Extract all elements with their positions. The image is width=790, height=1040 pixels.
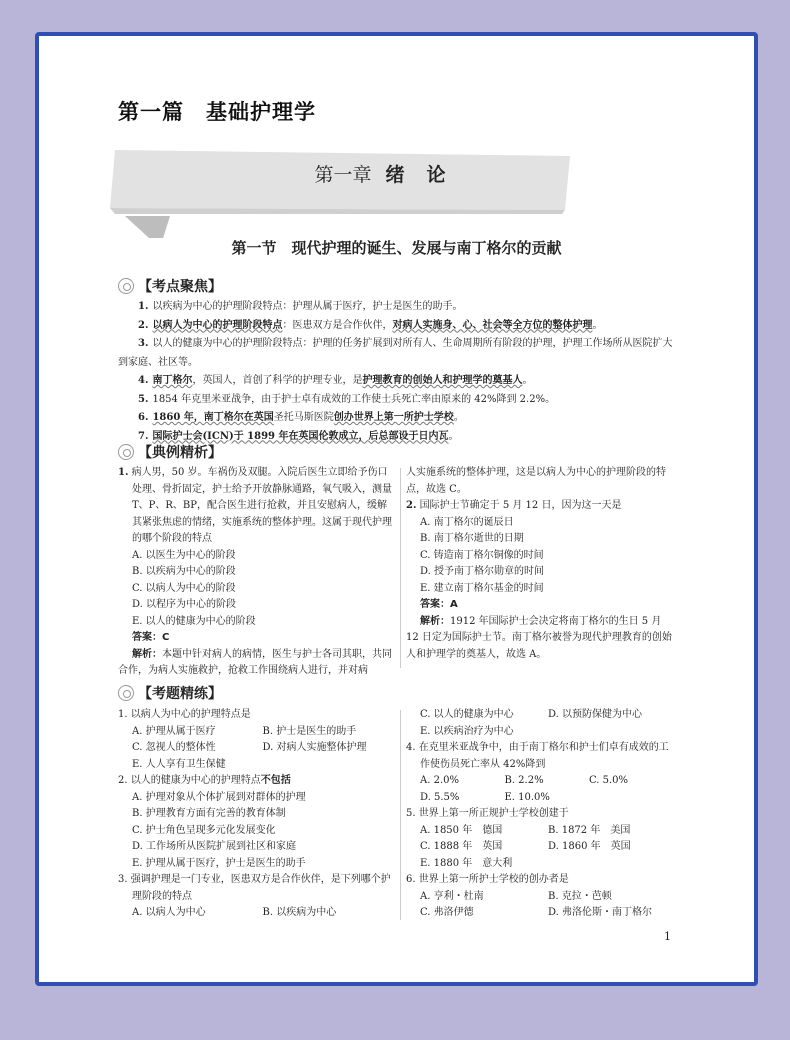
option: B. 南丁格尔逝世的日期: [420, 533, 524, 544]
option: B. 以疾病为中心: [262, 907, 337, 918]
key-point-item: 2. 以病人为中心的护理阶段特点：医患双方是合作伙伴，对病人实施身、心、社会等全方位的整体护理。: [138, 319, 603, 331]
option: B. 护理教育方面有完善的教育体制: [132, 808, 286, 819]
option: E. 护理从属于医疗，护士是医生的助手: [132, 857, 306, 869]
option: A. 护理从属于医疗: [132, 725, 216, 737]
chapter-title: [165, 160, 617, 187]
example-q1-stem: 1. 病人男，50 岁。车祸伤及双腿。入院后医生立即给予伤口处理、骨折固定，护士给予开放静脉通路，氧气吸入，测量 T、P、R、BP，配合医生进行抢救，并且安慰病人，缓解其紧张焦虑的情绪，实施系统的整体护理。这属于现代护理的哪个阶段的特点: [118, 467, 392, 544]
example-left-column: [118, 465, 393, 680]
option: D. 对病人实施整体护理: [262, 742, 367, 753]
answer: 答案：C: [132, 632, 170, 643]
option: B. 以疾病为中心的阶段: [132, 566, 236, 577]
option: D. 以预防保健为中心: [548, 709, 643, 720]
option: C. 弗洛伊德: [420, 907, 474, 918]
practice-left-column: [118, 707, 393, 922]
key-point-item: 4. 南丁格尔，英国人，首创了科学的护理专业，是护理教育的创始人和护理学的奠基人。: [138, 375, 533, 386]
option: A. 护理对象从个体扩展到对群体的护理: [132, 791, 306, 803]
key-point-item: 3. 以人的健康为中心的护理阶段特点：护理的任务扩展到对所有人、生命周期所有阶段的护理，护理工作场所从医院扩大到家庭、社区等。: [118, 338, 673, 368]
option-row: [406, 905, 676, 922]
option: B. 1872 年 美国: [548, 824, 631, 836]
option: D. 授予南丁格尔勋章的时间: [420, 566, 545, 577]
section-title: 第一节 现代护理的诞生、发展与南丁格尔的贡献: [231, 239, 562, 257]
option: C. 铸造南丁格尔铜像的时间: [420, 549, 544, 561]
practice-q3-stem: 3. 强调护理是一门专业，医患双方是合作伙伴，是下列哪个护理阶段的特点: [118, 874, 391, 902]
key-point-item: 7. 国际护士会(ICN)于 1899 年在英国伦敦成立，后总部设于日内瓦。: [138, 430, 459, 442]
header-label: 【考题精练】: [138, 686, 222, 702]
option: A. 1850 年 德国: [420, 824, 503, 836]
option-row: [406, 839, 676, 856]
option: C. 护士角色呈现多元化发展变化: [132, 824, 276, 836]
practice-q4-stem: 4. 在克里米亚战争中，由于南丁格尔和护士们卓有成效的工作使伤员死亡率从 42%降到: [406, 742, 669, 770]
key-point-item: 6. 1860 年，南丁格尔在英国圣托马斯医院创办世界上第一所护士学校。: [138, 412, 464, 423]
column-divider: [400, 468, 401, 668]
answer: 答案：A: [420, 599, 458, 610]
option: B. 护士是医生的助手: [262, 725, 357, 737]
target-icon: [118, 444, 134, 460]
practice-q2-stem: 2. 以人的健康为中心的护理特点不包括: [118, 775, 291, 786]
page-number: 1: [664, 930, 671, 943]
option: E. 1880 年 意大利: [420, 857, 513, 869]
option: B. 2.2%: [504, 775, 544, 786]
key-point-item: 5. 1854 年克里米亚战争，由于护士卓有成效的工作使士兵死亡率由原来的 42%降到 2.2%。: [138, 393, 556, 405]
option: A. 南丁格尔的诞辰日: [420, 516, 514, 528]
option-row: [406, 889, 676, 906]
key-points-header: [118, 276, 222, 296]
examples-header: [118, 442, 222, 462]
example-right-column: [406, 465, 676, 663]
practice-right-column: [406, 707, 676, 922]
option-row: [118, 740, 393, 757]
chapter-prefix: 第一章: [314, 164, 372, 186]
option: B. 克拉・芭顿: [548, 890, 612, 902]
practice-q1-stem: 1. 以病人为中心的护理特点是: [118, 709, 251, 720]
option-row: [406, 707, 676, 724]
option: E. 10.0%: [504, 791, 550, 803]
option: D. 以程序为中心的阶段: [132, 599, 237, 610]
option: A. 以病人为中心: [132, 907, 206, 918]
option: E. 以疾病治疗为中心: [420, 725, 514, 737]
target-icon: [118, 685, 134, 701]
chapter-name: 绪论: [385, 164, 468, 186]
option: E. 以人的健康为中心的阶段: [132, 615, 256, 627]
option: D. 1860 年 英国: [548, 841, 631, 852]
option-row: [118, 905, 393, 922]
analysis: 解析：1912 年国际护士会决定将南丁格尔的生日 5 月 12 日定为国际护士节。南丁格尔被誉为现代护理教育的创始人和护理学的奠基人，故选 A。: [406, 615, 672, 660]
analysis: 解析：本题中针对病人的病情，医生与护士各司其职，共同合作，为病人实施救护，抢救工作围绕病人进行，并对病: [118, 648, 392, 676]
option: D. 5.5%: [420, 791, 460, 803]
option: E. 建立南丁格尔基金的时间: [420, 582, 544, 594]
option-row: [118, 724, 393, 741]
option: A. 2.0%: [420, 775, 459, 786]
example-q2-stem: 2. 国际护士节确定于 5 月 12 日，因为这一天是: [406, 500, 622, 511]
option: A. 亨利・杜南: [420, 890, 484, 902]
option-row: [406, 773, 676, 790]
key-points-list: [118, 298, 675, 446]
part-title: 第一篇 基础护理学: [118, 100, 316, 124]
option: C. 以病人为中心的阶段: [132, 582, 236, 594]
target-icon: [118, 278, 134, 294]
column-divider: [400, 710, 401, 920]
option: D. 工作场所从医院扩展到社区和家庭: [132, 841, 297, 852]
practice-q5-stem: 5. 世界上第一所正规护士学校创建于: [406, 808, 569, 819]
option: C. 5.0%: [588, 775, 628, 786]
header-label: 【考点聚焦】: [138, 279, 222, 295]
option: A. 以医生为中心的阶段: [132, 549, 236, 561]
practice-header: [118, 683, 222, 703]
option: D. 弗洛伦斯・南丁格尔: [548, 907, 653, 918]
option-row: [406, 823, 676, 840]
key-point-item: 1. 以疾病为中心的护理阶段特点：护理从属于医疗，护士是医生的助手。: [138, 301, 463, 312]
option: C. 1888 年 英国: [420, 841, 503, 852]
header-label: 【典例精析】: [138, 445, 222, 461]
practice-q6-stem: 6. 世界上第一所护士学校的创办者是: [406, 874, 569, 885]
option-row: [406, 790, 676, 807]
option: C. 以人的健康为中心: [420, 709, 514, 720]
analysis-continued: 人实施系统的整体护理，这是以病人为中心的护理阶段的特点，故选 C。: [406, 467, 666, 495]
option: C. 忽视人的整体性: [132, 742, 216, 753]
option: E. 人人享有卫生保健: [132, 758, 226, 770]
